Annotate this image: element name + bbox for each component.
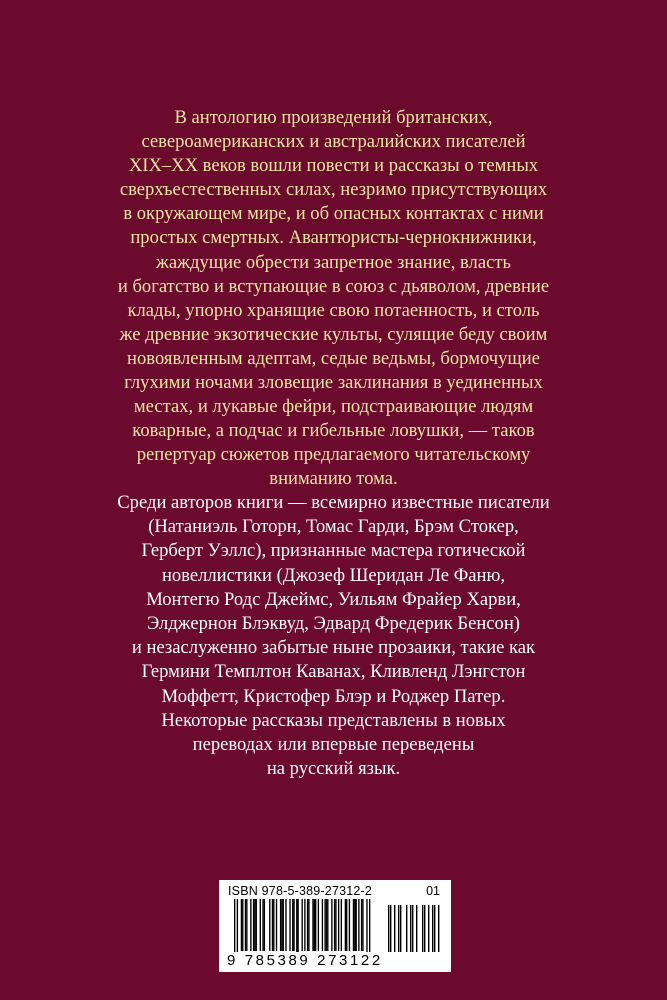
- barcode-bar: [281, 899, 282, 951]
- barcode-bar: [326, 899, 327, 951]
- barcode-bar: [331, 899, 332, 951]
- barcode-bar: [318, 899, 319, 951]
- barcode-bar: [254, 899, 255, 951]
- barcode-bar: [314, 899, 315, 951]
- barcode-bar: [358, 899, 359, 951]
- barcode-bar: [361, 899, 362, 951]
- barcode-bar: [341, 899, 342, 951]
- barcode-bar: [349, 899, 350, 951]
- barcode-bar: [272, 899, 273, 951]
- isbn-barcode: [219, 880, 451, 972]
- barcode-bar: [356, 899, 357, 951]
- barcode-bar: [256, 899, 257, 951]
- barcode-bar: [315, 899, 316, 951]
- barcode-bar: [246, 899, 247, 951]
- annotation-paragraph-2: Среди авторов книги — всемирно известные писатели (Натаниэль Готорн, Томас Гарди, Брэм Стокер, Герберт Уэллс), признанные мастера готической новеллистики (Джозеф Шеридан Ле Фаню, Монтегю Родс Джеймс, Уильям Фрайер Харви, Элджернон Блэквуд, Эдвард Фредерик Бенсон) и незаслуженно забытые ныне прозаики, такие как Гермини Темплтон Каванах, Кливленд Лэнгстон Моффетт, Кристофер Блэр и Роджер Патер. Некоторые рассказы представлены в новых переводах или впервые переведены на русский язык.: [117, 492, 550, 780]
- barcode-bar: [250, 899, 251, 951]
- barcode-bar: [253, 899, 254, 951]
- barcode-bar: [362, 899, 363, 951]
- barcode-bar: [264, 899, 265, 951]
- barcode-bar: [280, 899, 281, 951]
- barcode-bar: [369, 899, 370, 957]
- barcode-bar: [354, 899, 355, 951]
- barcode-digits: 9 785389 273122: [227, 952, 442, 969]
- barcode-bar: [322, 899, 323, 951]
- barcode-bar: [312, 899, 313, 951]
- barcode-bar: [304, 899, 305, 951]
- barcode-bar: [296, 899, 297, 957]
- barcode-bar: [293, 899, 294, 951]
- barcode-bar: [234, 899, 235, 957]
- barcode-bar: [276, 899, 277, 951]
- barcode-bar: [289, 899, 290, 951]
- barcode-bar: [245, 899, 246, 951]
- isbn-label: ISBN 978-5-389-27312-2: [228, 884, 373, 898]
- barcode-bar: [242, 899, 243, 951]
- barcode-bar: [237, 899, 238, 957]
- barcode-bar: [302, 899, 303, 951]
- barcode-bar: [366, 899, 367, 957]
- barcode-bar: [334, 899, 335, 951]
- barcode-bar: [324, 899, 325, 951]
- barcode-bar: [283, 899, 284, 951]
- barcode-bar: [273, 899, 274, 951]
- barcode-bar: [297, 899, 298, 957]
- barcode-bar: [292, 899, 293, 951]
- barcode-bar: [327, 899, 328, 951]
- barcode-bar: [262, 899, 263, 951]
- barcode-bar: [307, 899, 308, 951]
- annotation-paragraph-1: В антологию произведений британских, североамериканских и австралийских писателей XIX–XX веков вошли повести и рассказы о темных сверхъестественных силах, незримо присутствующих в окружающем мире, и об опасных контактах с ними простых смертных. Авантюристы-чернокнижники, жаждущие обрести запретное знание, власть и богатство и вступающие в союз с дьяволом, древние клады, упорно хранящие свою потаенность, и столь же древние экзотические культы, сулящие беду своим новоявленным адептам, седые ведьмы, бормочущие глухими ночами зловещие заклинания в уединенных местах, и лукавые фейри, подстраивающие людям коварные, а подчас и гибельные ловушки, — таков репертуар сюжетов предлагаемого читательскому вниманию тома.: [117, 107, 550, 490]
- barcode-bar: [345, 899, 346, 951]
- barcode-bar: [346, 899, 347, 951]
- barcode-bar: [269, 899, 270, 951]
- isbn-addon-code: 01: [426, 884, 440, 898]
- barcode-bar: [353, 899, 354, 951]
- barcode-bar: [285, 899, 286, 951]
- barcode-bar: [241, 899, 242, 951]
- barcode-bar: [260, 899, 261, 951]
- barcode-bar: [338, 899, 339, 951]
- barcode-bar: [308, 899, 309, 951]
- barcode-bar: [335, 899, 336, 951]
